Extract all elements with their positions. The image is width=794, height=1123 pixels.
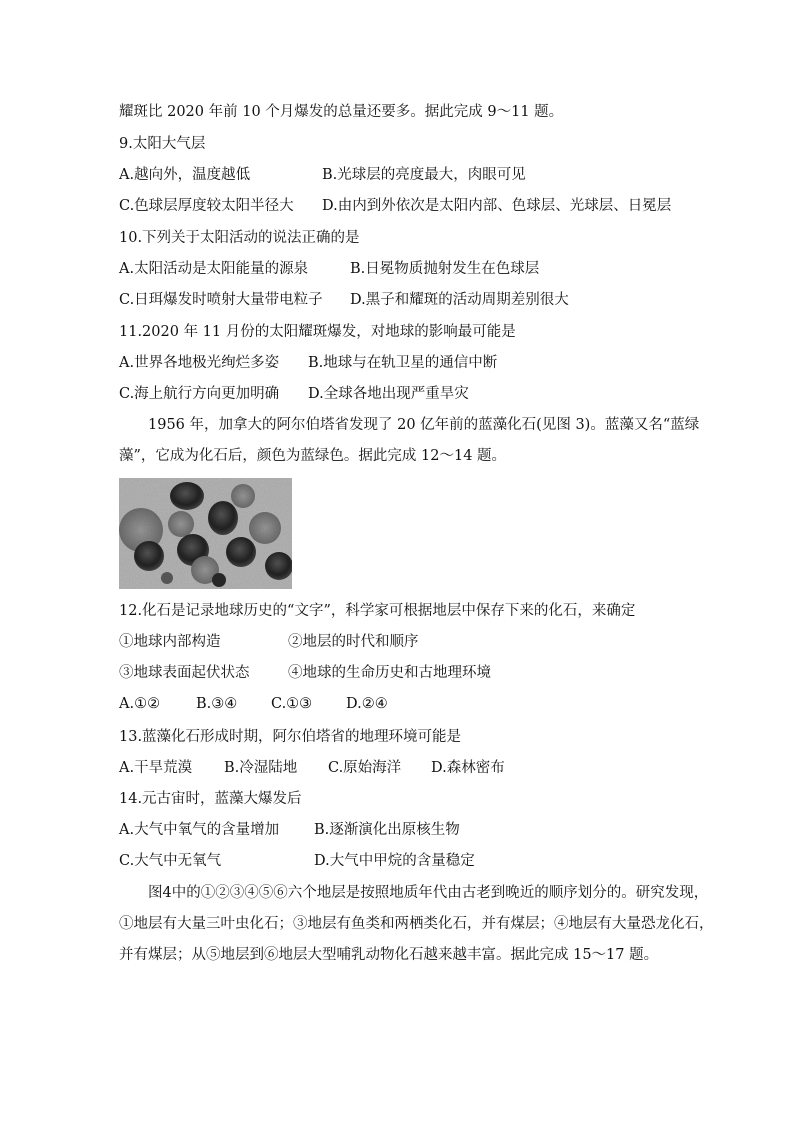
q10-option-b: B.日冕物质抛射发生在色球层 — [350, 261, 540, 277]
q11-option-c: C.海上航行方向更加明确 — [119, 386, 280, 402]
question-10-stem: 10.下列关于太阳活动的说法正确的是 — [119, 230, 360, 246]
q12-item-2: ②地层的时代和顺序 — [288, 634, 419, 650]
q11-option-a: A.世界各地极光绚烂多姿 — [119, 355, 280, 371]
q13-option-c: C.原始海洋 — [328, 760, 402, 776]
q12-option-a: A.①② — [119, 696, 161, 712]
q9-option-a: A.越向外，温度越低 — [119, 167, 251, 183]
cyanobacteria-fossil-photo — [119, 478, 292, 589]
passage-15-17-line-3: 并有煤层；从⑤地层到⑥地层大型哺乳动物化石越来越丰富。据此完成 15～17 题。 — [119, 947, 659, 963]
q14-option-a: A.大气中氧气的含量增加 — [119, 822, 280, 838]
q9-option-b: B.光球层的亮度最大，肉眼可见 — [322, 167, 526, 183]
question-13-stem: 13.蓝藻化石形成时期，阿尔伯塔省的地理环境可能是 — [119, 729, 462, 745]
q14-option-d: D.大气中甲烷的含量稳定 — [314, 853, 475, 869]
q13-option-a: A.干旱荒漠 — [119, 760, 193, 776]
question-9-stem: 9.太阳大气层 — [119, 136, 206, 152]
q10-option-a: A.太阳活动是太阳能量的源泉 — [119, 261, 309, 277]
q10-option-c: C.日珥爆发时喷射大量带电粒子 — [119, 292, 323, 308]
q12-item-3: ③地球表面起伏状态 — [119, 665, 250, 681]
q9-option-c: C.色球层厚度较太阳半径大 — [119, 198, 294, 214]
q11-option-b: B.地球与在轨卫星的通信中断 — [308, 355, 498, 371]
q10-option-d: D.黑子和耀斑的活动周期差别很大 — [350, 292, 569, 308]
passage-15-17-line-2: ①地层有大量三叶虫化石；③地层有鱼类和两栖类化石，并有煤层；④地层有大量恐龙化石， — [119, 916, 714, 932]
q12-item-4: ④地球的生命历史和古地理环境 — [288, 665, 491, 681]
q13-option-d: D.森林密布 — [431, 760, 505, 776]
q14-option-b: B.逐渐演化出原核生物 — [314, 822, 460, 838]
q12-option-c: C.①③ — [271, 696, 313, 712]
intro-tail: 耀斑比 2020 年前 10 个月爆发的总量还要多。据此完成 9～11 题。 — [119, 104, 564, 120]
q12-option-d: D.②④ — [346, 696, 388, 712]
passage-12-14-line-2: 藻”，它成为化石后，颜色为蓝绿色。据此完成 12～14 题。 — [119, 448, 507, 464]
question-14-stem: 14.元古宙时，蓝藻大爆发后 — [119, 791, 302, 807]
question-12-stem: 12.化石是记录地球历史的“文字”，科学家可根据地层中保存下来的化石，来确定 — [119, 603, 636, 619]
passage-12-14-line-1: 1956 年，加拿大的阿尔伯塔省发现了 20 亿年前的蓝藻化石(见图 3)。蓝藻又名“蓝绿 — [148, 417, 700, 433]
q13-option-b: B.冷湿陆地 — [224, 760, 298, 776]
q14-option-c: C.大气中无氧气 — [119, 853, 222, 869]
q12-item-1: ①地球内部构造 — [119, 634, 221, 650]
question-11-stem: 11.2020 年 11 月份的太阳耀斑爆发，对地球的影响最可能是 — [119, 324, 516, 340]
q11-option-d: D.全球各地出现严重旱灾 — [308, 386, 469, 402]
q9-option-d: D.由内到外依次是太阳内部、色球层、光球层、日冕层 — [322, 198, 672, 214]
q12-option-b: B.③④ — [196, 696, 238, 712]
passage-15-17-line-1: 图4中的①②③④⑤⑥六个地层是按照地质年代由古老到晚近的顺序划分的。研究发现， — [148, 885, 709, 901]
